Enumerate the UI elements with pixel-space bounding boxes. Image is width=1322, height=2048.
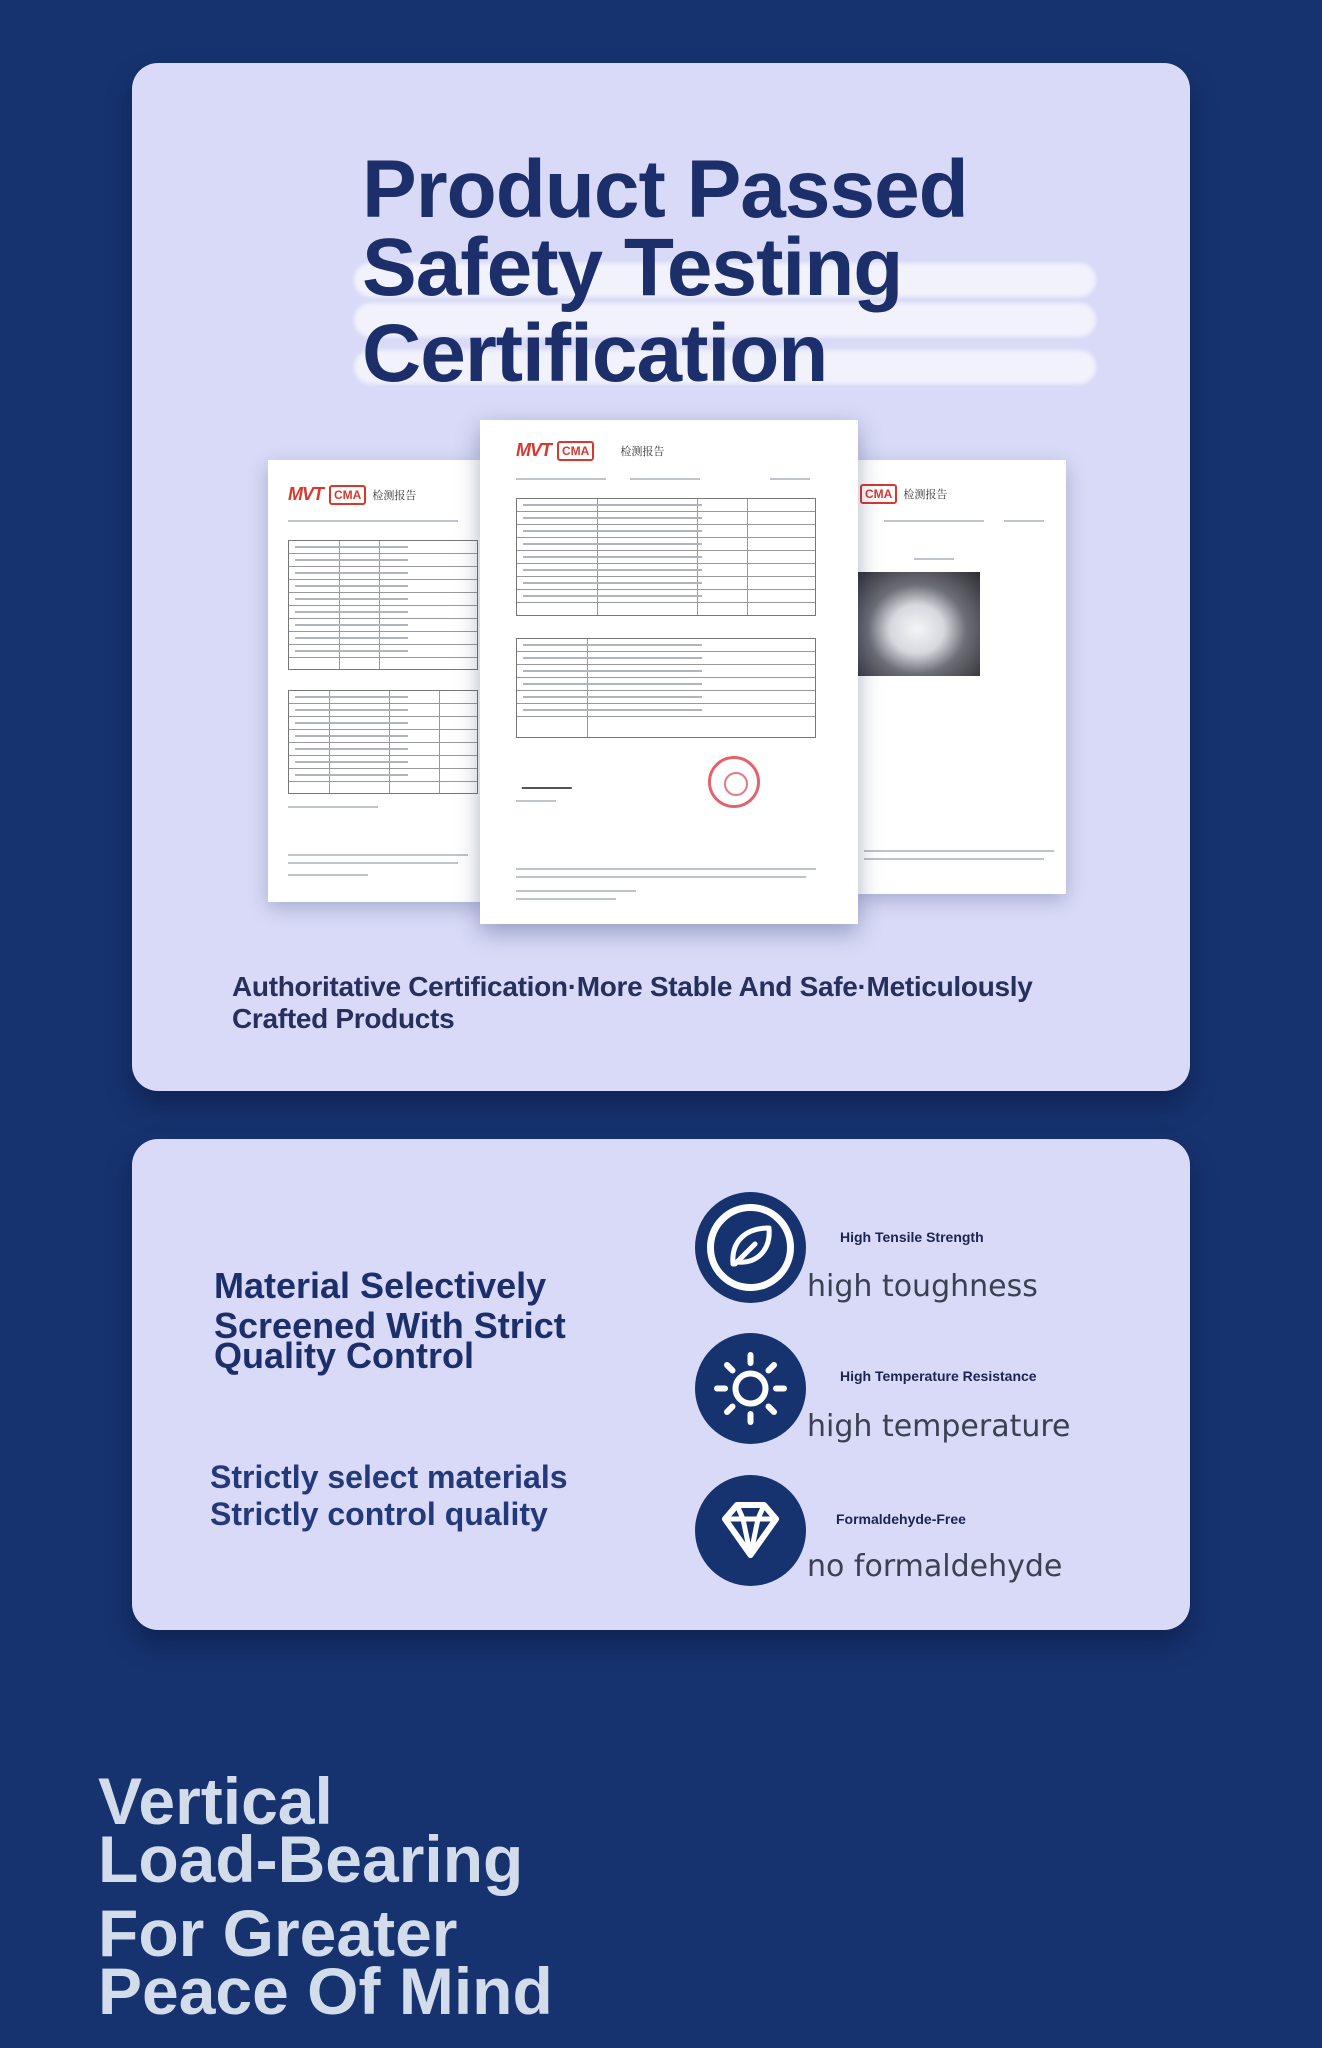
report-title: 检测报告 xyxy=(903,488,948,501)
report-table xyxy=(516,498,816,616)
certification-caption: Authoritative Certification·More Stable And Safe·Meticulously Crafted Products xyxy=(232,971,1033,1034)
feature-text: high toughness xyxy=(807,1269,1038,1304)
material-pellets-photo xyxy=(854,572,980,676)
feature-label: Formaldehyde-Free xyxy=(836,1511,966,1527)
cma-mark: CMA xyxy=(329,485,366,505)
certification-headline xyxy=(362,144,1012,399)
feature-text: no formaldehyde xyxy=(807,1549,1063,1584)
bottom-title-line: Peace Of Mind xyxy=(98,1954,553,2028)
bottom-title-line: Vertical xyxy=(98,1764,333,1838)
leaf-icon xyxy=(695,1192,806,1303)
headline-line: Certification xyxy=(362,308,828,399)
quality-control-card xyxy=(132,1139,1190,1630)
headline-line: Safety Testing xyxy=(362,222,903,313)
quality-title-line: Quality Control xyxy=(214,1335,474,1376)
quality-subtitle-line: Strictly control quality xyxy=(210,1496,548,1532)
official-seal-stamp xyxy=(708,756,760,808)
report-table xyxy=(288,690,478,794)
report-table xyxy=(288,540,478,670)
mvt-logo: MVT xyxy=(288,484,323,504)
quality-subtitle xyxy=(210,1459,568,1533)
feature-label: High Tensile Strength xyxy=(840,1229,984,1245)
test-report-document-right xyxy=(854,460,1066,894)
report-table xyxy=(516,638,816,738)
headline-line: Product Passed xyxy=(362,144,968,235)
report-title: 检测报告 xyxy=(620,444,665,458)
quality-title-line: Material Selectively xyxy=(214,1265,547,1306)
cma-mark: CMA xyxy=(557,441,594,461)
feature-text: high temperature xyxy=(807,1409,1071,1444)
test-report-document-left xyxy=(268,460,484,902)
cma-mark: CMA xyxy=(860,484,897,504)
feature-label: High Temperature Resistance xyxy=(840,1368,1037,1384)
quality-title xyxy=(214,1265,566,1376)
sun-icon xyxy=(695,1333,806,1444)
signature xyxy=(521,775,576,789)
certification-card xyxy=(132,63,1190,1091)
diamond-icon xyxy=(695,1475,806,1586)
load-bearing-headline xyxy=(98,1764,553,2028)
mvt-logo: MVT xyxy=(516,440,551,460)
report-title: 检测报告 xyxy=(372,488,417,502)
bottom-title-line: For Greater xyxy=(98,1896,458,1970)
quality-subtitle-line: Strictly select materials xyxy=(210,1459,568,1495)
bottom-title-line: Load-Bearing xyxy=(98,1822,524,1896)
test-report-document-center xyxy=(480,420,858,924)
quality-title-line: Screened With Strict xyxy=(214,1305,566,1346)
